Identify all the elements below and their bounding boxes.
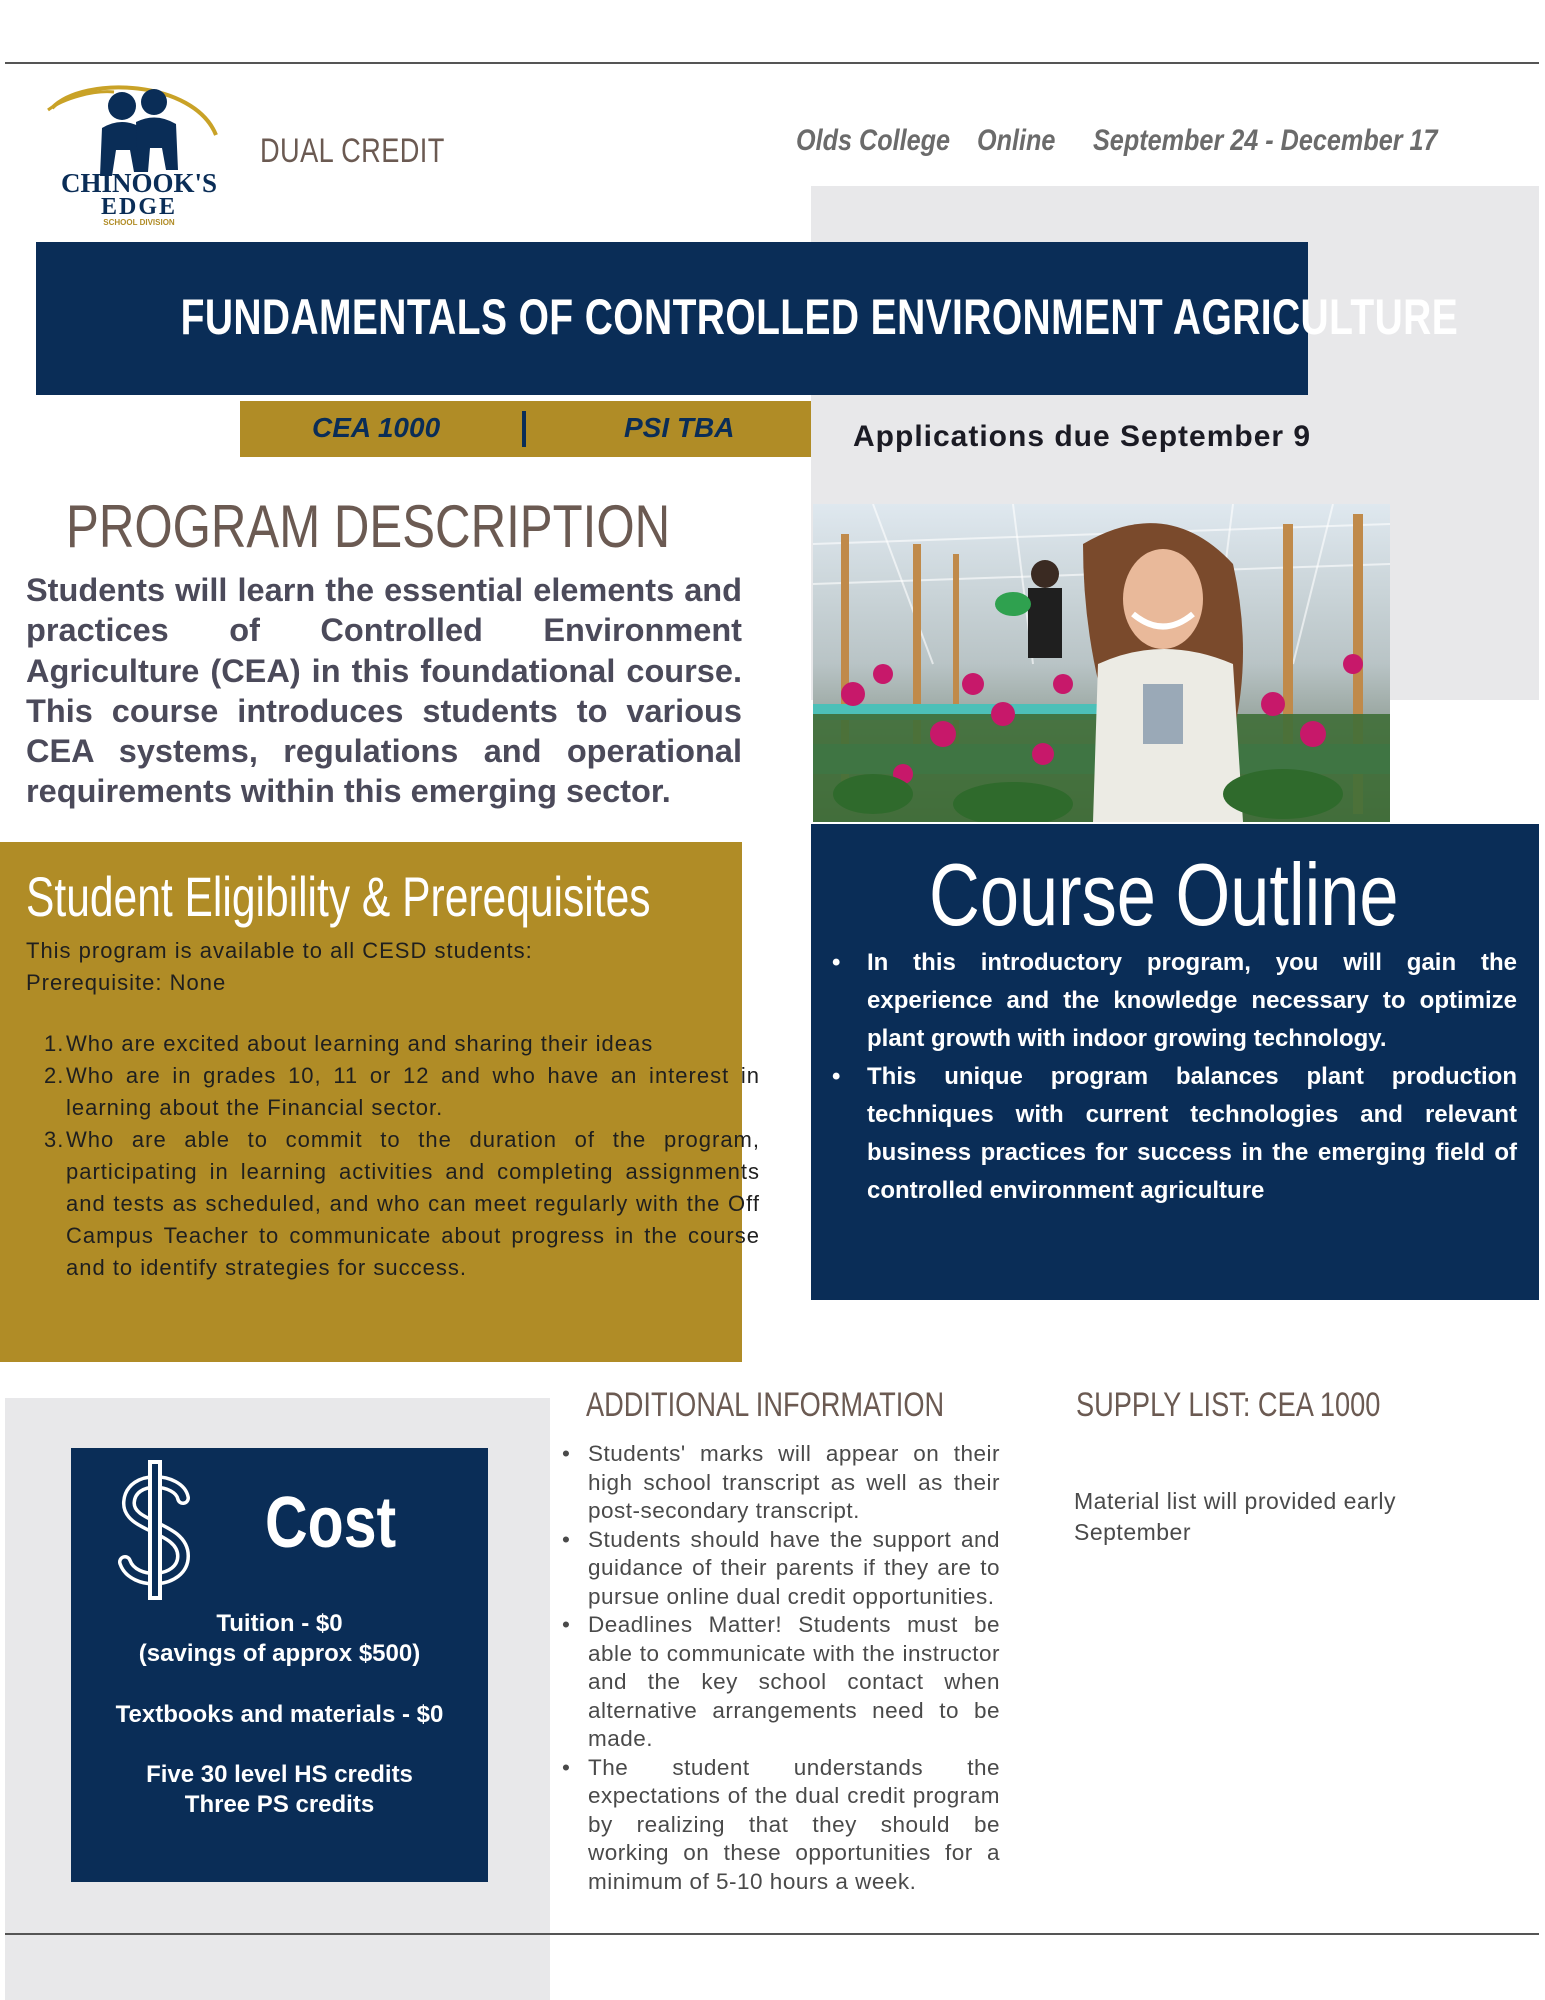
program-description-text: Students will learn the essential elements and practices of Controlled Environment Agriculture (CEA) in this foundational course. This course introduces students to various CEA systems, regulations and operational requirements within this emerging sector. xyxy=(26,572,742,810)
supply-list-heading: SUPPLY LIST: CEA 1000 xyxy=(1076,1386,1381,1424)
greenhouse-student-photo xyxy=(813,504,1390,822)
materials-text: Textbooks and materials - $0 xyxy=(115,1701,444,1728)
logo-text-chinooks: CHINOOK'S xyxy=(60,168,218,198)
list-item xyxy=(560,1440,1000,1526)
cost-heading: Cost xyxy=(265,1483,397,1563)
course-code: CEA 1000 xyxy=(312,412,441,443)
list-item-text: The student understands the expectations of the dual credit program by realizing that they should be working on these opportunities for a minimum of 5-10 hours a week. xyxy=(588,1754,1000,1894)
list-item xyxy=(560,1754,1000,1897)
bullet-icon: • xyxy=(832,1063,841,1090)
supply-list-text: Material list will provided early September xyxy=(1074,1488,1396,1545)
additional-info-heading: ADDITIONAL INFORMATION xyxy=(586,1386,945,1424)
dollar-sign-icon xyxy=(113,1456,197,1604)
course-code-bar xyxy=(240,401,811,457)
savings-text: (savings of approx $500) xyxy=(138,1640,421,1667)
list-item-text: In this introductory program, you will gain the experience and the knowledge necessary to optimize plant growth with indoor growing technology. xyxy=(867,949,1517,1052)
eligibility-prerequisite: Prerequisite: None xyxy=(26,970,227,995)
list-item xyxy=(44,1060,760,1124)
list-number: 2. xyxy=(44,1063,65,1088)
list-item-text: Who are in grades 10, 11 or 12 and who have an interest in learning about the Financial sector. xyxy=(66,1063,760,1120)
tuition-text: Tuition - $0 xyxy=(216,1610,343,1637)
eligibility-list xyxy=(26,1028,760,1284)
list-item-text: Who are excited about learning and sharing their ideas xyxy=(66,1031,654,1056)
list-item xyxy=(832,944,1517,1058)
institution-label: Olds College xyxy=(796,124,951,157)
list-item xyxy=(560,1526,1000,1612)
eligibility-panel xyxy=(0,842,760,1362)
course-outline-heading: Course Outline xyxy=(929,845,1399,944)
list-item-text: Students should have the support and guidance of their parents if they are to pursue online dual credit opportunities. xyxy=(588,1526,1000,1609)
program-type-label: DUAL CREDIT xyxy=(260,132,445,170)
delivery-label: Online xyxy=(977,124,1056,157)
course-title-banner xyxy=(36,242,1459,395)
logo-text-edge: EDGE xyxy=(100,194,177,220)
list-item xyxy=(44,1028,760,1060)
program-description-heading: PROGRAM DESCRIPTION xyxy=(66,493,671,560)
list-item-text: Students' marks will appear on their high school transcript as well as their post-secondary transcript. xyxy=(588,1441,1000,1523)
list-number: 3. xyxy=(44,1127,65,1152)
ps-credits-text: Three PS credits xyxy=(184,1791,375,1818)
eligibility-intro: This program is available to all CESD students: xyxy=(26,938,533,963)
list-item-text: Deadlines Matter! Students must be able to communicate with the instructor and the key school contact when alternative arrangements need to be made. xyxy=(588,1612,1000,1751)
additional-info-list xyxy=(560,1440,1000,1896)
list-item-text: Who are able to commit to the duration of the program, participating in learning activities and completing assignments and tests as scheduled, and who can meet regularly with the Off Campus Teacher to communicate about progress in the course and to identify strategies for success. xyxy=(66,1127,760,1280)
course-title: FUNDAMENTALS OF CONTROLLED ENVIRONMENT AGRICULTURE xyxy=(180,289,1459,345)
code-separator xyxy=(522,411,526,447)
chinooks-edge-logo xyxy=(44,80,244,235)
hs-credits-text: Five 30 level HS credits xyxy=(146,1761,413,1788)
list-number: 1. xyxy=(44,1031,65,1056)
cost-panel xyxy=(71,1448,488,1882)
course-outline-panel xyxy=(811,824,1539,1300)
course-outline-list xyxy=(832,944,1517,1210)
dates-label: September 24 - December 17 xyxy=(1093,124,1438,157)
psi-code: PSI TBA xyxy=(624,412,735,443)
top-rule xyxy=(5,62,1539,64)
list-item-text: This unique program balances plant production techniques with current technologies and relevant business practices for success in the emerging field of controlled environment agriculture xyxy=(867,1063,1517,1204)
list-item xyxy=(560,1611,1000,1754)
logo-text-division: SCHOOL DIVISION xyxy=(103,218,175,227)
eligibility-heading: Student Eligibility & Prerequisites xyxy=(26,865,651,928)
bullet-icon: • xyxy=(832,949,841,976)
bullet-icon: • xyxy=(562,1441,571,1466)
bottom-rule xyxy=(5,1933,1539,1935)
list-item xyxy=(44,1124,760,1284)
bullet-icon: • xyxy=(562,1754,571,1780)
bullet-icon: • xyxy=(562,1526,571,1552)
bullet-icon: • xyxy=(562,1612,571,1637)
applications-due: Applications due September 9 xyxy=(853,420,1312,453)
list-item xyxy=(832,1058,1517,1210)
